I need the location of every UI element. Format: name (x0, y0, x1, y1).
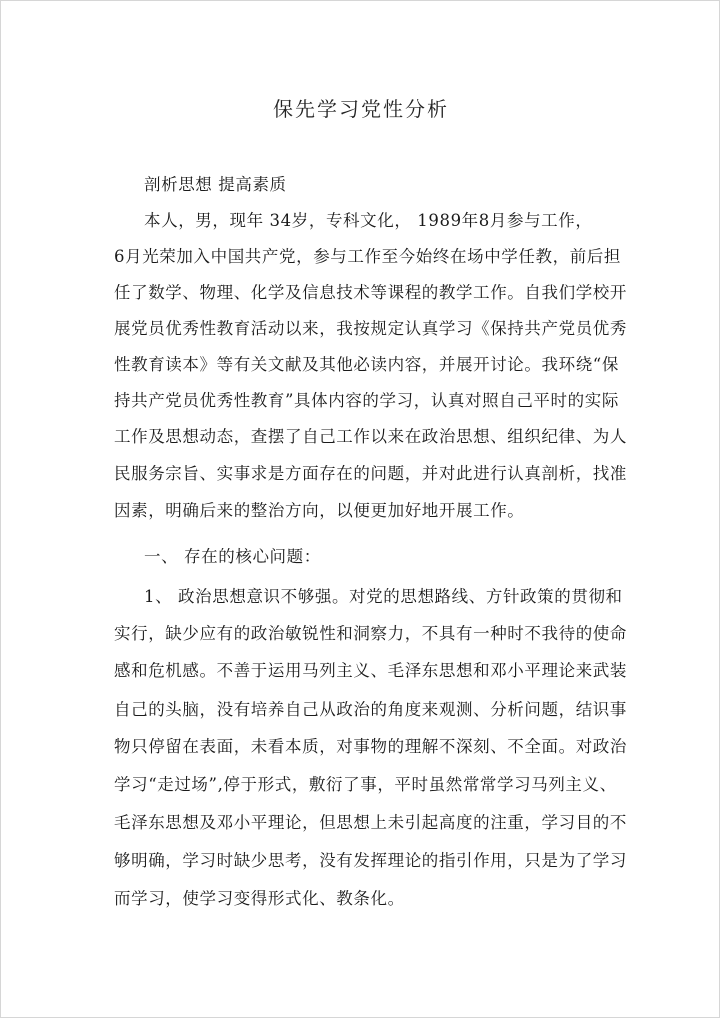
paragraph-line: 因素，明确后来的整治方向，以便更加好地开展工作。 (114, 501, 525, 520)
paragraph-line: 学习“走过场”,停于形式，敷衍了事，平时虽然常常学习马列主义、 (114, 775, 617, 794)
paragraph-line: 够明确，学习时缺少思考，没有发挥理论的指引作用，只是为了学习 (114, 851, 627, 870)
paragraph-line: 毛泽东思想及邓小平理论，但思想上未引起高度的注重，学习目的不 (114, 813, 627, 832)
paragraph-line: 6月光荣加入中国共产党，参与工作至今始终在场中学任教，前后担 (114, 247, 621, 266)
paragraph-line: 1、 政治思想意识不够强。对党的思想路线、方针政策的贯彻和 (144, 587, 623, 606)
section-heading: 一、 存在的核心问题： (144, 547, 321, 566)
paragraph-line: 物只停留在表面，未看本质，对事物的理解不深刻、不全面。对政治 (114, 737, 627, 756)
document-subtitle: 剖析思想 提高素质 (144, 175, 287, 194)
document-title: 保先学习党性分析 (273, 97, 449, 121)
paragraph-line: 工作及思想动态，查摆了自己工作以来在政治思想、组织纪律、为人 (114, 427, 627, 446)
paragraph-line: 性教育读本》等有关文献及其他必读内容，并展开讨论。我环绕“保 (114, 355, 619, 374)
paragraph-line: 而学习，使学习变得形式化、教条化。 (114, 889, 405, 908)
paragraph-line: 本人，男，现年 34岁，专科文化， 1989年8月参与工作， (144, 211, 593, 230)
paragraph-line: 任了数学、物理、化学及信息技术等课程的教学工作。自我们学校开 (114, 283, 627, 302)
paragraph-line: 自己的头脑，没有培养自己从政治的角度来观测、分析问题，结识事 (114, 700, 627, 719)
paragraph-line: 持共产党员优秀性教育”具体内容的学习，认真对照自己平时的实际 (114, 391, 619, 410)
paragraph-line: 展党员优秀性教育活动以来，我按规定认真学习《保持共产党员优秀 (114, 319, 627, 338)
paragraph-line: 感和危机感。不善于运用马列主义、毛泽东思想和邓小平理论来武装 (114, 661, 627, 680)
paragraph-line: 民服务宗旨、实事求是方面存在的问题，并对此进行认真剖析，找准 (114, 464, 627, 483)
paragraph-line: 实行，缺少应有的政治敏锐性和洞察力，不具有一种时不我待的使命 (114, 624, 627, 643)
